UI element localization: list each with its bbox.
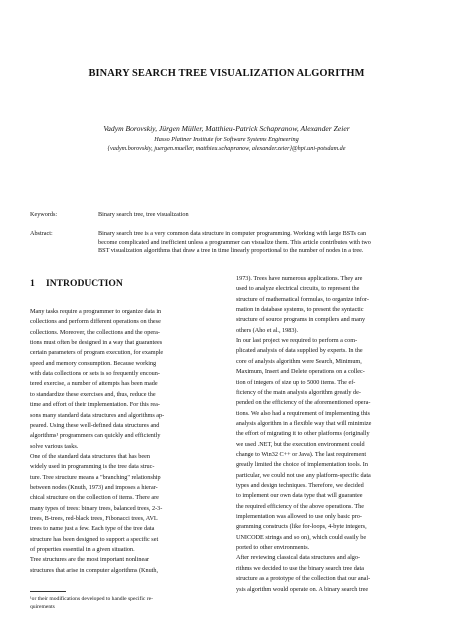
body-text-line: to implement our own data type that will guarantee [236, 492, 363, 500]
body-text-line: ysis algorithm would operate on. A binary search tree [236, 585, 369, 593]
body-text-line: Maximum, Insert and Delete operations on a collec- [236, 368, 365, 376]
body-text-line: we used .NET, but the execution environment could [236, 440, 365, 448]
section-heading [30, 278, 123, 289]
body-text-line: certain parameters of program execution, for example [30, 349, 164, 357]
body-text-line: structure has been designed to support a specific set [30, 535, 159, 543]
author-emails: {vadym.borovskiy, juergen.mueller, matthieu.schapranow, alexander.zeier}@hpi.uni-potsdam.de [107, 145, 346, 152]
body-text-line: After reviewing classical data structures and algo- [236, 554, 361, 562]
paper-title: BINARY SEARCH TREE VISUALIZATION ALGORITHM [88, 68, 365, 79]
body-text-line: tions must often be designed in a way that guarantees [30, 339, 163, 347]
body-text-line: types and design techniques. Therefore, we decided [236, 482, 364, 489]
footnote-line: ¹or their modifications developed to handle specific re- [30, 596, 153, 602]
footnote-line: quirements [30, 604, 55, 610]
body-text-line: structures that arise in computer algorithms (Knuth, [30, 566, 159, 574]
body-text-line: chical structure on the collection of items. There are [30, 494, 159, 502]
body-text-line: to standardize these exercises and, thus, reduce the [30, 390, 156, 398]
body-text-line: plicated analysis of data supplied by experts. In the [236, 347, 363, 355]
body-text-line: solve various tasks. [30, 442, 79, 450]
abstract-line: become complicated and inefficient unless a programmer can visualize them. This article contributes with two [98, 238, 371, 246]
body-text-line: the effort of migrating it to other platforms (originally [236, 430, 370, 438]
body-text-line: time and effort of their implementation. For this rea- [30, 401, 160, 409]
affiliation: Hasso Plattner Institute for Software Systems Engineering [154, 136, 299, 143]
body-text-line: core of analysis algorithm were Search, Minimum, [236, 357, 362, 365]
body-text-line: structure as a prototype of the collection that our anal- [236, 575, 371, 583]
body-text-line: ture. Tree structure means a "branching" relationship [30, 473, 161, 481]
footnote-rule [30, 591, 66, 592]
body-text-line: widely used in programming is the tree data struc- [30, 463, 155, 471]
footnote [30, 595, 216, 611]
body-text-line: change to Win32 C++ or Java). The last requirement [236, 450, 367, 458]
body-text-line: In our last project we required to perform a com- [236, 337, 358, 345]
body-text-line: with data collections or sets is so frequently encoun- [30, 370, 160, 378]
abstract-line: Binary search tree is a very common data structure in computer programming. Working with large BSTs can [98, 230, 367, 237]
body-text-line: mation in database systems, to present the syntactic [236, 306, 364, 314]
body-text-line: collections. Moreover, the collections and the opera- [30, 328, 160, 336]
body-text-line: trees, B-trees, red-black trees, Fibonacci trees, AVL [30, 515, 158, 522]
body-text-line: Many tasks require a programmer to organize data in [30, 308, 162, 315]
body-text-line: UNICODE strings and so on), which could easily be [236, 533, 367, 541]
body-text-line: tions. We also had a requirement of implementing this [236, 409, 370, 417]
keywords-text: Binary search tree, tree visualization [98, 211, 189, 218]
body-text-line: tion of integers of size up to 5000 items. The ef- [236, 378, 356, 386]
body-text-line: structure of source programs in compilers and many [236, 316, 366, 324]
body-text-line: pended on the efficiency of the aforementioned opera- [236, 399, 371, 407]
body-text-line: One of the standard data structures that has been [30, 452, 150, 460]
body-text-line: many types of trees: binary trees, balanced trees, 2-3- [30, 504, 163, 512]
body-text-line: between nodes (Knuth, 1973) and imposes a hierar- [30, 483, 158, 491]
abstract-text [98, 230, 422, 256]
abstract-label: Abstract: [30, 230, 53, 237]
body-text-line: algorithms¹ programmers can quickly and efficiently [30, 432, 161, 440]
body-text-line: sons many standard data structures and algorithms ap- [30, 411, 165, 419]
body-text-line: ficiency of the main analysis algorithm greatly de- [236, 388, 361, 396]
body-text-line: ported to other environments. [236, 544, 310, 552]
body-text-line: speed and memory consumption. Because working [30, 359, 157, 367]
body-text-line: rithms we decided to use the binary search tree data [236, 564, 364, 572]
body-text-line: implementation was allowed to use only basic pro- [236, 513, 362, 521]
body-text-line: tered exercise, a number of attempts has been made [30, 380, 158, 388]
keywords-label: Keywords: [30, 211, 58, 218]
body-text-line: analysis algorithm in a flexible way that will minimize [236, 419, 372, 427]
body-text-line: greatly limited the choice of implementation tools. In [236, 461, 368, 469]
body-text-line: trees to name just a few. Each type of the tree data [30, 525, 155, 533]
body-text-line: peared. Using these well-defined data structures and [30, 421, 160, 429]
abstract-line: BST visualization algorithms that draw a tree in time linearly proportional to the number of nodes in a tree. [98, 247, 364, 255]
body-text-line: collections and perform different operations on these [30, 318, 161, 326]
body-text-line: 1973). Trees have numerous applications. They are [236, 275, 363, 282]
body-text-line: particular, we could not use any platform-specific data [236, 471, 371, 479]
body-text-line: Tree structures are the most important nonlinear [30, 556, 150, 564]
body-text-line: others (Aho et al., 1983). [236, 326, 299, 334]
author-list: Vadym Borovskiy, Jürgen Müller, Matthieu-Patrick Schapranow, Alexander Zeier [103, 124, 350, 133]
body-text-line: used to analyze electrical circuits, to represent the [236, 285, 360, 293]
body-text-line: gramming constructs (like for-loops, 4-byte integers, [236, 523, 367, 531]
section-number: 1 [30, 278, 35, 289]
body-text-line: structure of mathematical formulas, to organize infor- [236, 295, 369, 303]
body-text-line: the required efficiency of the above operations. The [236, 502, 364, 510]
section-title: INTRODUCTION [46, 278, 123, 289]
body-text-line: of properties essential in a given situation. [30, 546, 135, 554]
